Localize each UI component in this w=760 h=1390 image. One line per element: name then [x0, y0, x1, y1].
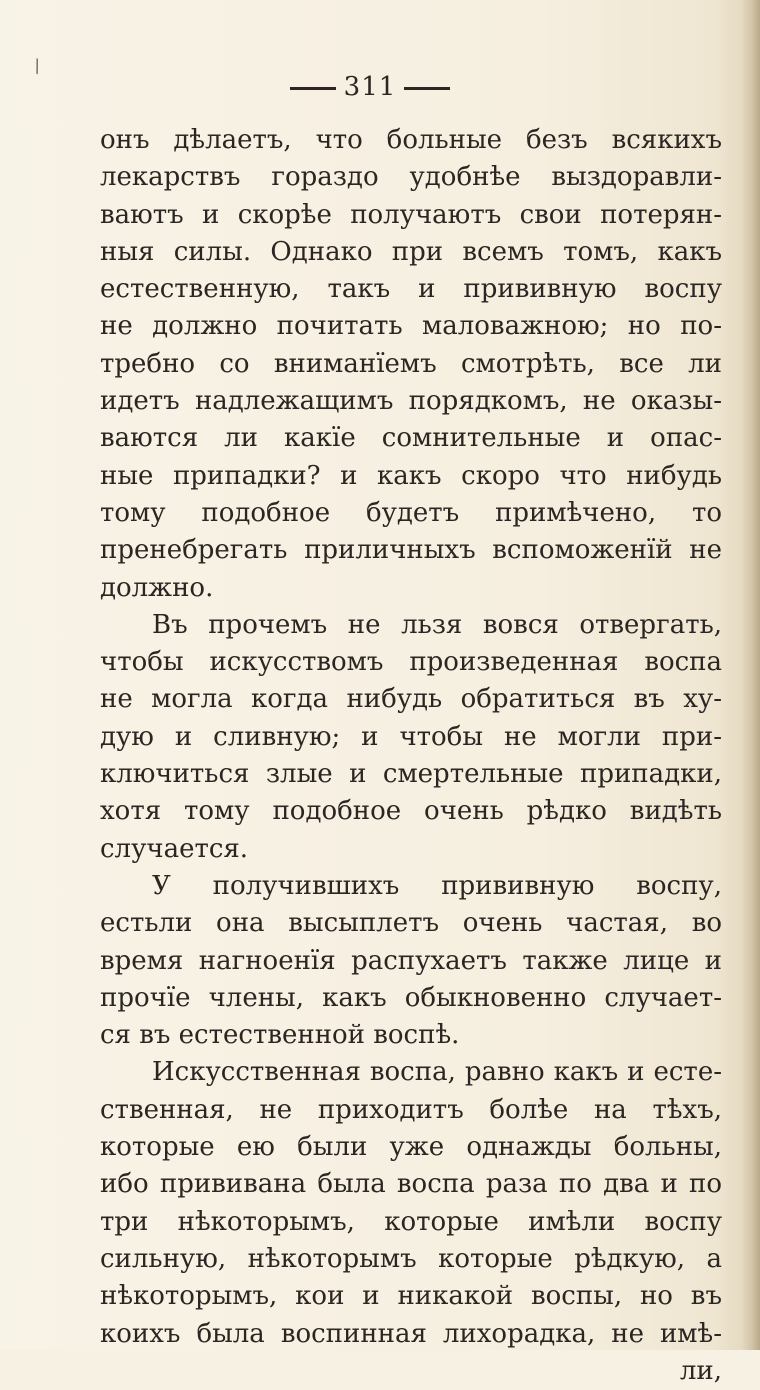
text-line: ключиться злые и смертельные припадки, — [100, 759, 722, 790]
text-line: дую и сливную; и чтобы не могли при- — [100, 721, 722, 752]
body-text — [100, 122, 722, 1390]
text-line: прочїе члены, какъ обыкновенно случает- — [100, 982, 722, 1013]
text-line: онъ дѣлаетъ, что больные безъ всякихъ — [100, 125, 722, 155]
text-line: случается. — [100, 833, 249, 864]
text-line: сильную, нѣкоторымъ которые рѣдкую, а — [100, 1243, 722, 1274]
text-line: коихъ была воспинная лихорадка, не имѣ- — [100, 1318, 722, 1349]
header-dash-right — [404, 87, 450, 90]
text-line: ли, — [679, 1355, 722, 1386]
text-line: требно со вниманїемъ смотрѣть, все ли — [100, 348, 722, 379]
page-header — [0, 72, 740, 102]
text-line: должно. — [100, 572, 214, 603]
text-line: хотя тому подобное очень рѣдко видѣть — [100, 796, 722, 827]
text-line: чтобы искусствомъ произведенная воспа — [100, 647, 722, 678]
text-line: Искусственная воспа, равно какъ и есте- — [152, 1057, 722, 1088]
text-line: нѣкоторымъ, кои и никакой воспы, но въ — [100, 1281, 722, 1312]
page-binding-edge — [740, 0, 760, 1350]
text-line: которые ею были уже однажды больны, — [100, 1132, 722, 1163]
text-line: ваютъ и скорѣе получаютъ свои потерян- — [100, 199, 722, 230]
text-line: время нагноенїя распухаетъ также лице и — [100, 945, 722, 976]
text-line: тому подобное будетъ примѣчено, то — [100, 497, 722, 528]
text-line: ваются ли какїе сомнительные и опас- — [100, 423, 722, 454]
header-dash-left — [290, 87, 336, 90]
text-line: идетъ надлежащимъ порядкомъ, не оказы- — [100, 386, 722, 417]
text-line: ные припадки? и какъ скоро что нибудь — [100, 460, 722, 491]
text-line: ся въ естественной воспѣ. — [100, 1020, 460, 1051]
text-line: ибо прививана была воспа раза по два и по — [100, 1169, 722, 1200]
text-line: ныя силы. Однако при всемъ томъ, какъ — [100, 236, 722, 267]
text-line: лекарствъ гораздо удобнѣе выздоравли- — [100, 162, 722, 193]
text-line: три нѣкоторымъ, которые имѣли воспу — [100, 1206, 722, 1237]
text-line: естественную, такъ и прививную воспу — [100, 274, 722, 305]
text-line: естьли она высыплетъ очень частая, во — [100, 908, 722, 939]
text-line: не могла когда нибудь обратиться въ ху- — [100, 684, 722, 715]
text-line: ственная, не приходитъ болѣе на тѣхъ, — [100, 1094, 722, 1125]
text-line: пренебрегать приличныхъ вспоможенїй не — [100, 535, 722, 566]
text-line: У получившихъ прививную воспу, — [152, 870, 722, 901]
ink-mark: \ — [30, 55, 44, 78]
text-line: Въ прочемъ не льзя вовся отвергать, — [152, 609, 722, 640]
page-number: 311 — [343, 72, 397, 102]
text-line: не должно почитать маловажною; но по- — [100, 311, 722, 342]
